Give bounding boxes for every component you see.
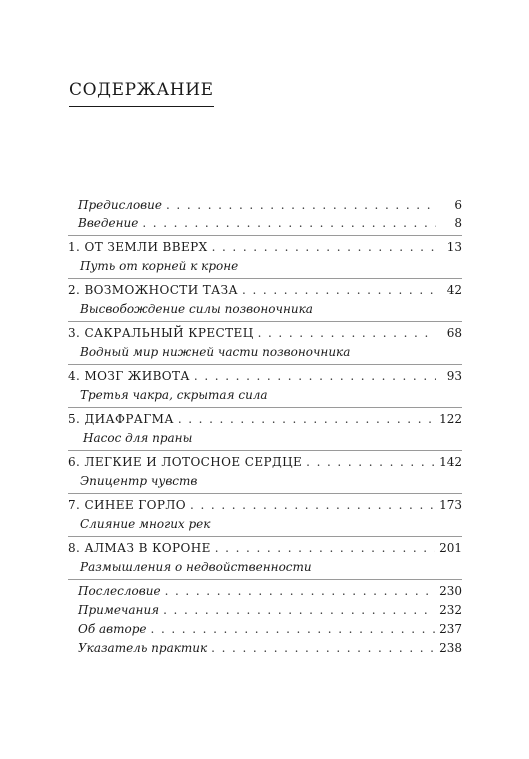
entry-page: 93 xyxy=(446,369,462,383)
entry-page: 238 xyxy=(439,641,462,655)
dot-leader xyxy=(306,454,435,470)
chapter-title: 1. ОТ ЗЕМЛИ ВВЕРХ xyxy=(68,240,208,254)
dot-leader xyxy=(242,282,436,298)
section-divider xyxy=(68,450,462,451)
entry-title: Об авторе xyxy=(78,622,147,636)
toc-entry-back[interactable] xyxy=(68,640,462,656)
entry-page: 42 xyxy=(446,283,462,297)
toc-entry-chapter[interactable] xyxy=(68,368,462,384)
chapter-subtitle: Третья чакра, скрытая сила xyxy=(80,388,268,402)
section-divider xyxy=(68,536,462,537)
dot-leader xyxy=(166,197,436,213)
chapter-title: 3. САКРАЛЬНЫЙ КРЕСТЕЦ xyxy=(68,326,254,340)
toc-entry-back[interactable] xyxy=(68,621,462,637)
entry-page: 173 xyxy=(439,498,462,512)
dot-leader xyxy=(258,325,436,341)
entry-page: 230 xyxy=(439,584,462,598)
toc-heading: СОДЕРЖАНИЕ xyxy=(69,80,214,107)
chapter-subtitle: Водный мир нижней части позвоночника xyxy=(80,345,351,359)
entry-title: Введение xyxy=(78,216,139,230)
section-divider xyxy=(68,364,462,365)
toc-entry-chapter[interactable] xyxy=(68,282,462,298)
dot-leader xyxy=(178,411,435,427)
toc-entry-chapter[interactable] xyxy=(68,325,462,341)
dot-leader xyxy=(215,540,435,556)
toc-entry-chapter[interactable] xyxy=(68,540,462,556)
chapter-subtitle: Высвобождение силы позвоночника xyxy=(80,302,313,316)
section-divider xyxy=(68,278,462,279)
entry-title: Послесловие xyxy=(78,584,161,598)
chapter-subtitle: Слияние многих рек xyxy=(80,517,211,531)
entry-page: 8 xyxy=(454,216,462,230)
chapter-title: 7. СИНЕЕ ГОРЛО xyxy=(68,498,187,512)
entry-page: 232 xyxy=(439,603,462,617)
entry-page: 142 xyxy=(439,455,462,469)
entry-page: 6 xyxy=(454,198,462,212)
entry-title: Предисловие xyxy=(78,198,162,212)
section-divider xyxy=(68,321,462,322)
chapter-subtitle: Размышления о недвойственности xyxy=(80,560,312,574)
dot-leader xyxy=(211,640,435,656)
chapter-title: 4. МОЗГ ЖИВОТА xyxy=(68,369,190,383)
dot-leader xyxy=(212,239,436,255)
section-divider xyxy=(68,235,462,236)
entry-page: 237 xyxy=(439,622,462,636)
chapter-title: 6. ЛЕГКИЕ И ЛОТОСНОЕ СЕРДЦЕ xyxy=(68,455,303,469)
dot-leader xyxy=(194,368,436,384)
dot-leader xyxy=(151,621,436,637)
section-divider xyxy=(68,493,462,494)
chapter-subtitle: Путь от корней к кроне xyxy=(80,259,239,273)
entry-title: Примечания xyxy=(78,603,160,617)
toc-entry-back[interactable] xyxy=(68,583,462,599)
toc-entry-chapter[interactable] xyxy=(68,411,462,427)
entry-page: 68 xyxy=(446,326,462,340)
toc-entry-chapter[interactable] xyxy=(68,239,462,255)
dot-leader xyxy=(142,215,436,231)
entry-page: 13 xyxy=(446,240,462,254)
entry-page: 122 xyxy=(439,412,462,426)
chapter-subtitle: Насос для праны xyxy=(83,431,193,445)
toc-entry-chapter[interactable] xyxy=(68,454,462,470)
dot-leader xyxy=(190,497,435,513)
chapter-title: 5. ДИАФРАГМА xyxy=(68,412,174,426)
section-divider xyxy=(68,579,462,580)
chapter-title: 8. АЛМАЗ В КОРОНЕ xyxy=(68,541,211,555)
toc-entry-front[interactable] xyxy=(68,197,462,213)
dot-leader xyxy=(163,602,435,618)
toc-entry-back[interactable] xyxy=(68,602,462,618)
chapter-subtitle: Эпицентр чувств xyxy=(80,474,198,488)
section-divider xyxy=(68,407,462,408)
entry-page: 201 xyxy=(439,541,462,555)
chapter-title: 2. ВОЗМОЖНОСТИ ТАЗА xyxy=(68,283,239,297)
entry-title: Указатель практик xyxy=(78,641,208,655)
toc-entry-chapter[interactable] xyxy=(68,497,462,513)
toc-entry-front[interactable] xyxy=(68,215,462,231)
dot-leader xyxy=(165,583,436,599)
